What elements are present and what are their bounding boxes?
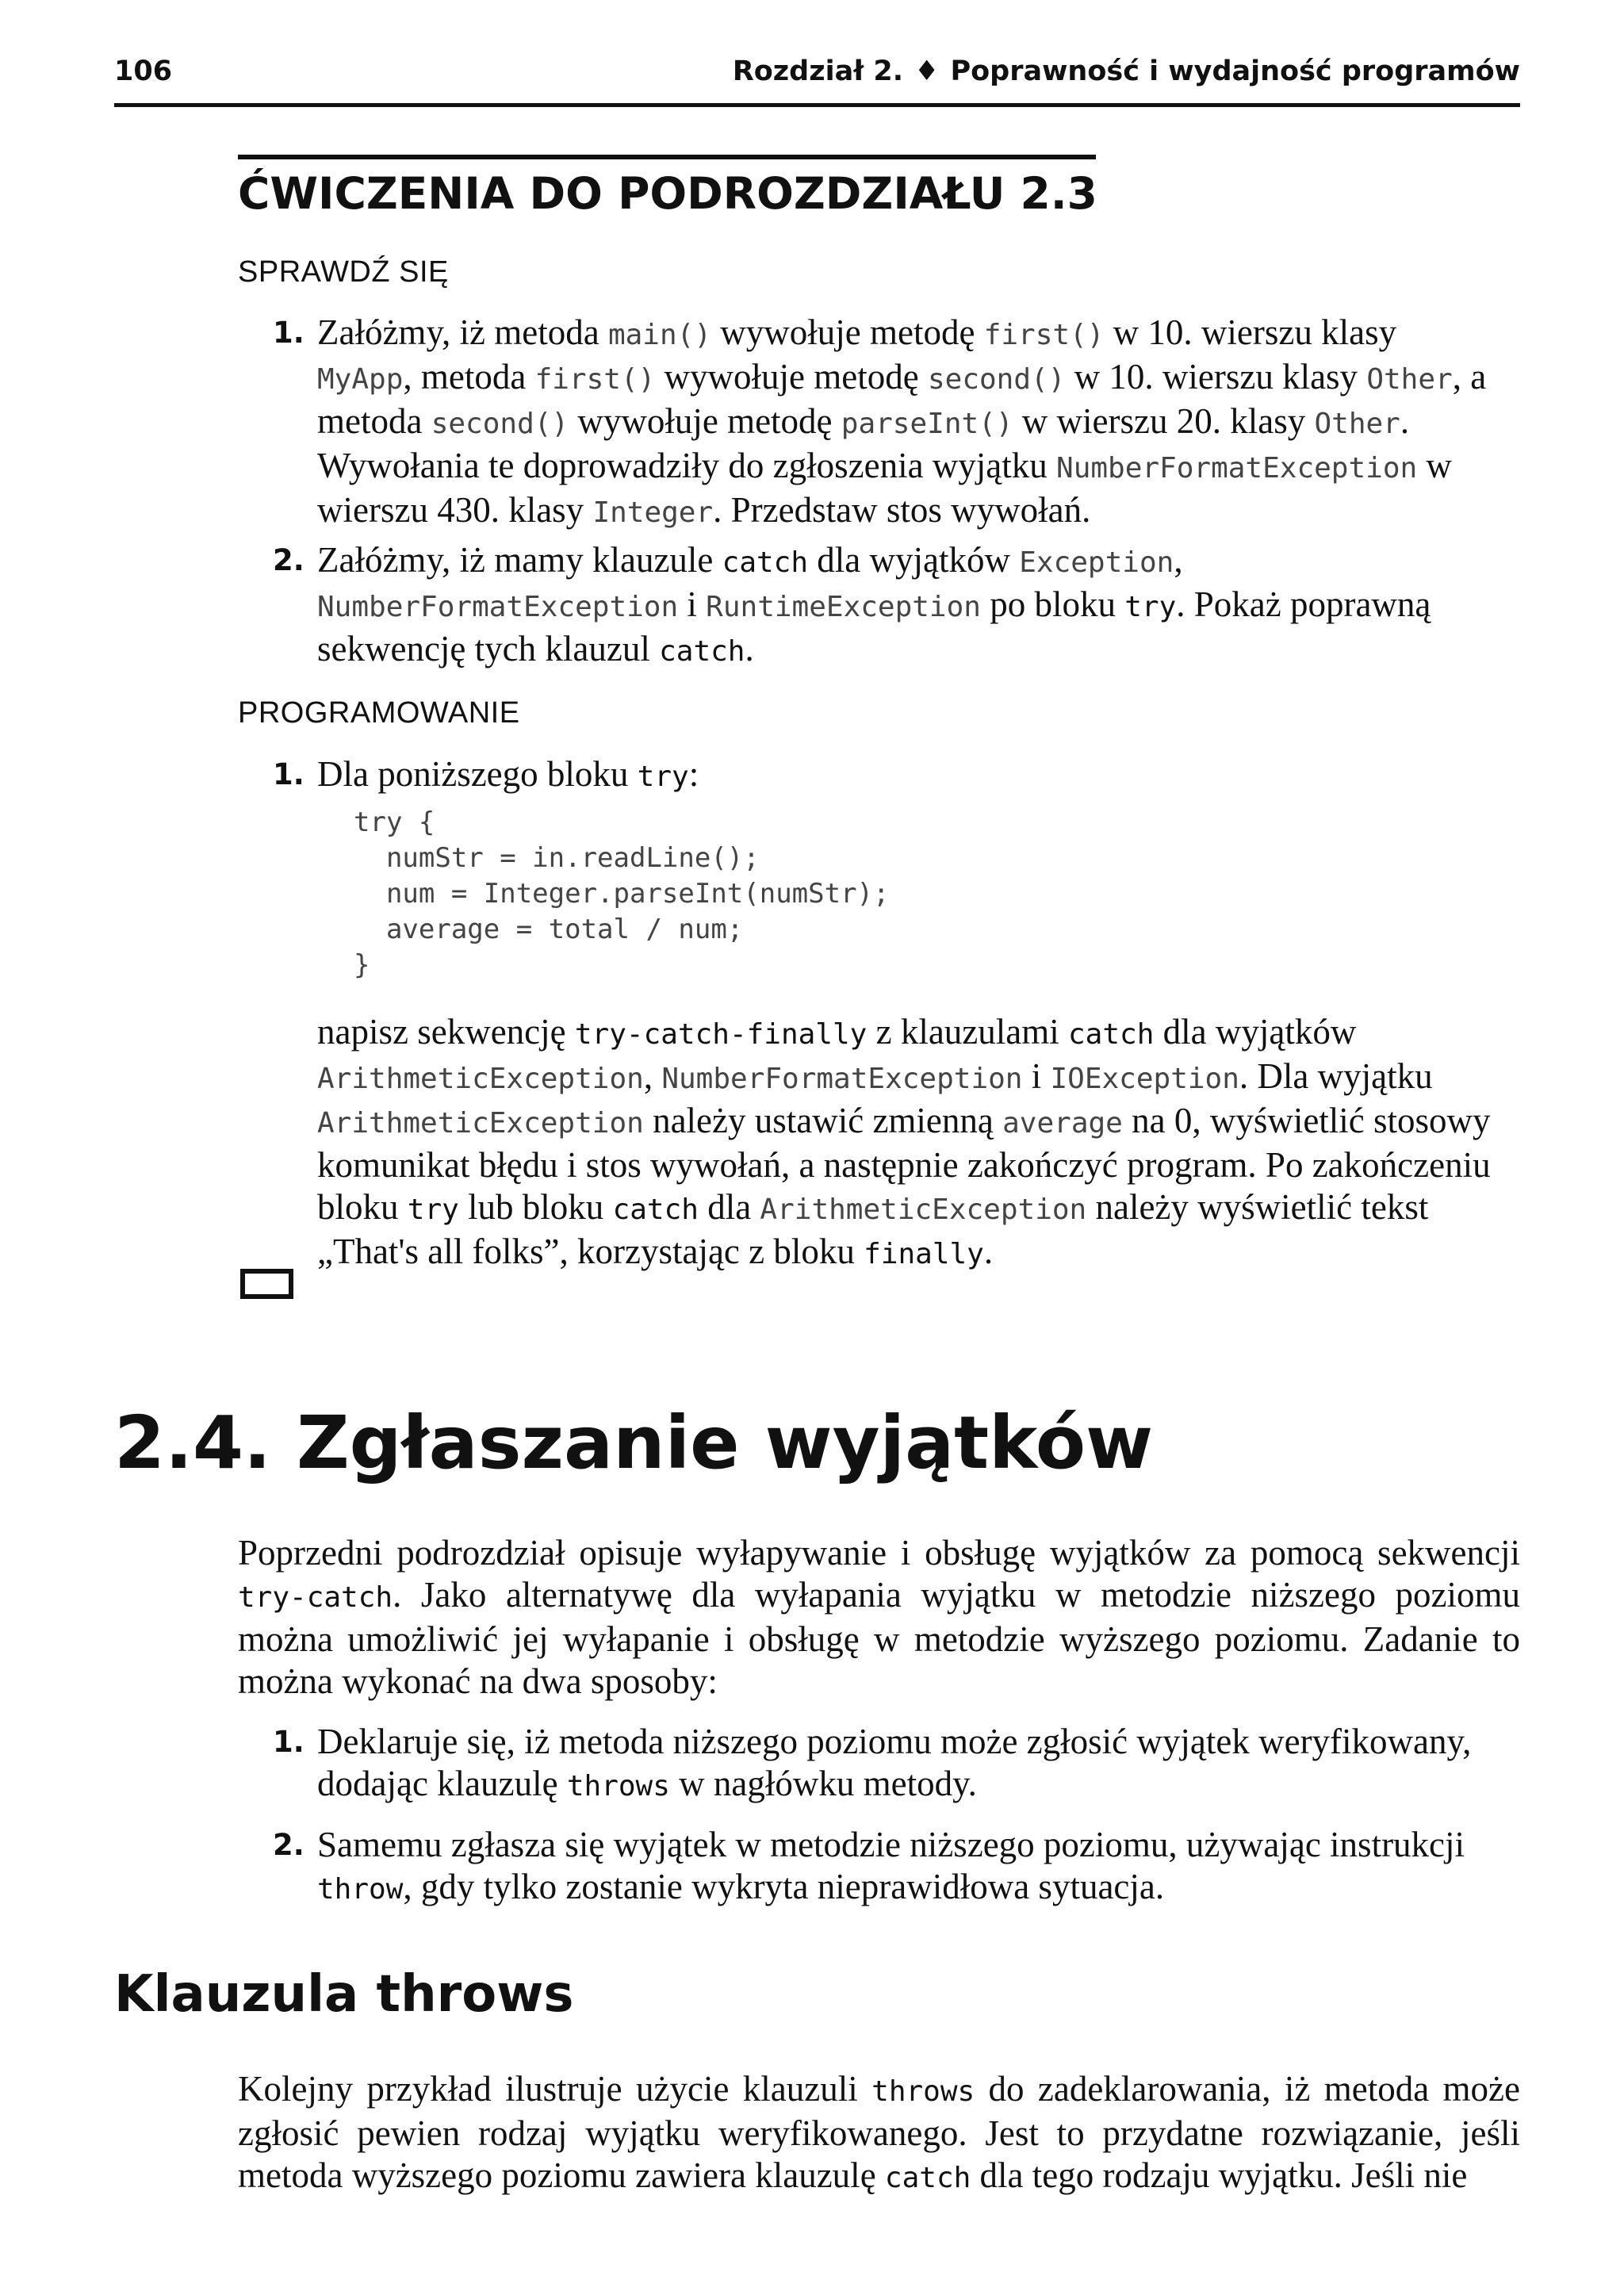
inline-code: second()	[927, 363, 1066, 396]
text-run: i	[678, 584, 707, 624]
inline-code: Other	[1314, 408, 1400, 440]
text-run: należy wyświetlić tekst „That's all folks”, korzystając z bloku	[317, 1187, 1429, 1271]
inline-keyword: finally	[864, 1238, 984, 1270]
inline-keyword: catch	[884, 2162, 971, 2194]
exercise-item	[273, 312, 1491, 534]
inline-code: ArithmeticException	[317, 1107, 644, 1140]
inline-keyword: try-catch	[238, 1581, 393, 1614]
inline-keyword: try	[1124, 591, 1177, 623]
text-run: ,	[1174, 540, 1183, 580]
text-run: i	[1022, 1056, 1051, 1096]
text-run: . Wywołania te doprowadziły do zgłoszenia wyjątku	[317, 401, 1410, 485]
text-run: do zadeklarowania, iż metoda może zgłosić pewien rodzaj wyjątku weryfikowanego. Jest to przydatne rozwiązanie, jeśli metoda wyższego poziomu zawiera klauzulę	[238, 2069, 1521, 2195]
text-run: napisz sekwencję	[317, 1012, 575, 1052]
text-run: dla wyjątków	[808, 540, 1020, 580]
inline-code: average	[1002, 1107, 1123, 1140]
inline-keyword: catch	[722, 546, 809, 579]
intro-text	[238, 1533, 1520, 1701]
exercises-heading: ĆWICZENIA DO PODROZDZIAŁU 2.3	[238, 168, 1097, 219]
text-run: w nagłówku metody.	[669, 1764, 977, 1803]
inline-keyword: try	[407, 1193, 459, 1226]
text-run: , a metoda	[317, 357, 1487, 441]
text-run: w 10. wierszu klasy	[1104, 312, 1397, 352]
diamond-separator: ♦	[914, 56, 940, 87]
inline-code: first()	[983, 319, 1105, 351]
inline-code: MyApp	[317, 363, 404, 396]
text-run: . Dla wyjątku	[1239, 1056, 1433, 1096]
text-run: w 10. wierszu klasy	[1065, 357, 1367, 397]
text-run: Deklaruje się, iż metoda niższego poziomu może zgłosić wyjątek weryfikowany, dodając klauzulę	[317, 1722, 1472, 1803]
subsection-body	[238, 2068, 1520, 2199]
text-run: .	[745, 629, 754, 669]
chapter-label: Rozdział 2.	[732, 56, 904, 87]
inline-keyword: catch	[659, 635, 745, 668]
section-list-item	[273, 1721, 1491, 1807]
inline-keyword: try	[637, 760, 689, 793]
text-run: dla tego rodzaju wyjątku. Jeśli nie	[971, 2155, 1468, 2195]
subsection-heading: Klauzula throws	[114, 1965, 574, 2024]
text-run: lub bloku	[458, 1187, 613, 1227]
inline-code: IOException	[1050, 1063, 1239, 1095]
item-number: 2.	[273, 1828, 304, 1862]
inline-code: first()	[534, 363, 656, 396]
inline-code: Integer	[592, 496, 714, 529]
text-run: Poprzedni podrozdział opisuje wyłapywanie i obsługę wyjątków za pomocą sekwencji	[238, 1533, 1520, 1573]
text-run: , gdy tylko zostanie wykryta nieprawidłowa sytuacja.	[403, 1867, 1165, 1906]
inline-code: NumberFormatException	[317, 591, 679, 623]
inline-code: parseInt()	[841, 408, 1013, 440]
item-text	[317, 1825, 1465, 1906]
check-yourself-title: SPRAWDŹ SIĘ	[238, 255, 449, 289]
text-run: . Pokaż poprawną sekwencję tych klauzul	[317, 584, 1431, 669]
inline-code: NumberFormatException	[1056, 452, 1418, 485]
text-run: należy ustawić zmienną	[643, 1101, 1003, 1140]
inline-keyword: throw	[317, 1873, 404, 1906]
inline-keyword: catch	[1068, 1018, 1155, 1051]
text-run: w wierszu 20. klasy	[1013, 401, 1315, 441]
programming-task	[317, 1011, 1491, 1275]
text-run: z klauzulami	[867, 1012, 1068, 1052]
running-header	[114, 56, 1520, 107]
item-number: 1.	[273, 757, 304, 791]
item-number: 2.	[273, 543, 304, 577]
inline-code: ArithmeticException	[760, 1193, 1087, 1226]
end-of-exercises-marker	[240, 1269, 293, 1299]
page-number: 106	[114, 56, 173, 87]
item-text	[317, 540, 1431, 669]
exercise-item	[273, 539, 1491, 672]
text-run: , metoda	[403, 357, 535, 397]
body-text	[238, 2069, 1520, 2195]
text-run: dla	[698, 1187, 760, 1227]
item-number: 1.	[273, 1725, 304, 1759]
exercises-rule	[238, 155, 1096, 159]
inline-code: Other	[1366, 363, 1453, 396]
inline-code: RuntimeException	[706, 591, 981, 623]
text-run: na 0, wyświetlić stosowy komunikat błędu i stos wywołań, a następnie zakończyć program. Po zakończeniu bloku	[317, 1101, 1491, 1227]
chapter-title	[733, 56, 1520, 87]
inline-keyword: catch	[612, 1193, 699, 1226]
inline-code: Exception	[1019, 546, 1174, 579]
inline-code: main()	[607, 319, 711, 351]
text-run: po bloku	[980, 584, 1125, 624]
text-run: . Przedstaw stos wywołań.	[713, 490, 1091, 530]
chapter-name: Poprawność i wydajność programów	[950, 56, 1520, 87]
inline-keyword: try-catch-finally	[574, 1018, 868, 1051]
text-run: Dla poniższego bloku	[317, 754, 638, 794]
section-list-item	[273, 1824, 1491, 1910]
item-text	[317, 1722, 1471, 1803]
text-run: wywołuje metodę	[569, 401, 841, 441]
inline-keyword: throws	[871, 2075, 975, 2108]
text-run: Samemu zgłasza się wyjątek w metodzie niższego poziomu, używając instrukcji	[317, 1825, 1465, 1864]
section-intro	[238, 1532, 1520, 1703]
task-text	[317, 1012, 1491, 1271]
text-run: w wierszu 430. klasy	[317, 446, 1452, 530]
text-run: wywołuje metodę	[711, 312, 984, 352]
text-run: Kolejny przykład ilustruje użycie klauzuli	[238, 2069, 872, 2109]
code-block: try { numStr = in.readLine(); num = Integer.parseInt(numStr); average = total / num; }	[354, 806, 890, 981]
section-heading: 2.4. Zgłaszanie wyjątków	[114, 1400, 1154, 1485]
text-run: dla wyjątków	[1154, 1012, 1357, 1052]
item-number: 1.	[273, 316, 304, 350]
text-run: Załóżmy, iż mamy klauzule	[317, 540, 722, 580]
text-run: Załóżmy, iż metoda	[317, 312, 608, 352]
programming-title: PROGRAMOWANIE	[238, 696, 520, 730]
programming-item-intro	[273, 753, 1491, 798]
text-run: wywołuje metodę	[655, 357, 928, 397]
item-text	[317, 754, 699, 794]
inline-code: ArithmeticException	[317, 1063, 644, 1095]
inline-code: NumberFormatException	[661, 1063, 1023, 1095]
inline-keyword: throws	[566, 1770, 670, 1803]
text-run: ,	[643, 1056, 662, 1096]
text-run: .	[983, 1232, 994, 1271]
item-text	[317, 312, 1486, 530]
text-run: . Jako alternatywę dla wyłapania wyjątku w metodzie niższego poziomu można umożliwić jej wyłapanie i obsługę w metodzie wyższego poziomu. Zadanie to można wykonać na dwa sposoby:	[238, 1575, 1520, 1701]
inline-code: second()	[431, 408, 569, 440]
text-run: :	[688, 754, 699, 794]
